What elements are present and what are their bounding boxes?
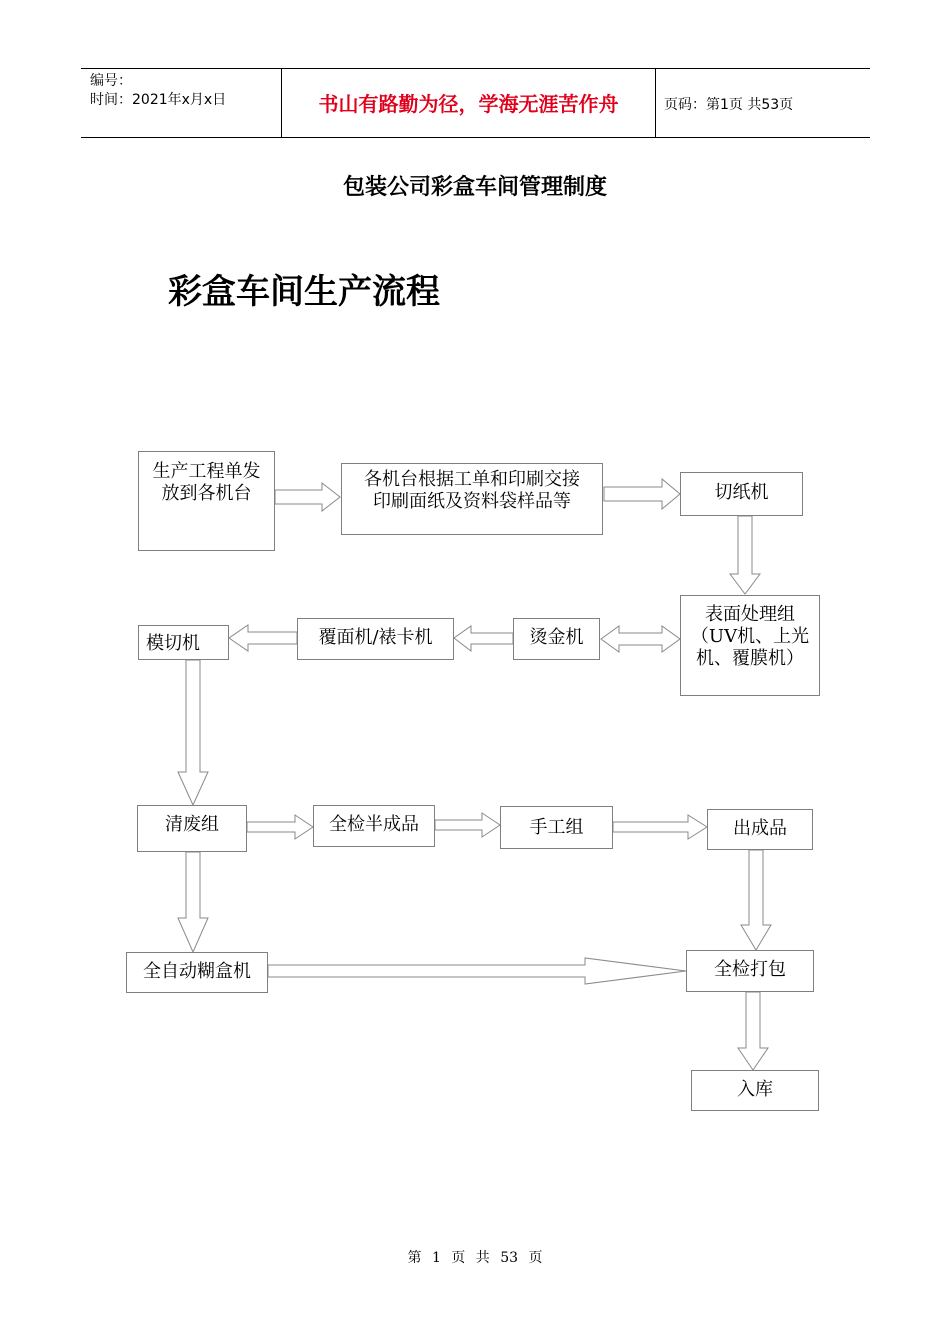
flow-box-surface (680, 595, 820, 696)
arrow-down-icon (178, 660, 208, 805)
flow-box-cutter (680, 472, 803, 516)
arrow-right-icon (435, 813, 500, 837)
document-title: 包装公司彩盒车间管理制度 (342, 175, 607, 200)
flow-box-semi-check-label: 全检半成品 (329, 814, 419, 835)
arrow-right-icon (613, 815, 707, 839)
arrow-down-icon (738, 992, 768, 1070)
flow-box-strip-label: 清废组 (165, 814, 219, 835)
flow-box-laminate-label: 覆面机/裱卡机 (318, 627, 433, 648)
arrow-left-icon (229, 625, 297, 651)
flow-box-manual-label: 手工组 (529, 817, 584, 838)
motto: 书山有路勤为径，学海无涯苦作舟 (318, 92, 619, 116)
flow-box-hotstamp-label: 烫金机 (529, 627, 584, 648)
flow-box-finished-label: 出成品 (733, 818, 787, 839)
flow-box-strip (137, 805, 247, 852)
arrow-down-icon (178, 852, 208, 952)
flow-box-surface-label: 表面处理组（UV机、上光机、覆膜机） (690, 604, 810, 669)
arrow-down-icon (741, 850, 771, 950)
time-label: 时间：2021年x月x日 (90, 92, 227, 108)
flow-box-warehouse (691, 1070, 819, 1111)
flow-box-diecut (138, 625, 229, 660)
number-label: 编号： (90, 73, 132, 89)
flow-box-cutter-label: 切纸机 (714, 482, 769, 503)
page-label: 页码：第1页 共53页 (664, 97, 794, 113)
flow-box-print-label: 各机台根据工单和印刷交接印刷面纸及资料袋样品等 (364, 469, 580, 512)
flow-box-laminate (297, 618, 454, 660)
arrow-right-icon (247, 815, 313, 839)
flow-box-manual (500, 806, 613, 849)
arrow-right-icon (604, 479, 680, 509)
flow-box-final-check-label: 全检打包 (714, 959, 786, 980)
flow-box-semi-check (313, 805, 435, 847)
arrow-right-icon (268, 958, 686, 984)
flow-box-diecut-label: 模切机 (146, 633, 200, 654)
flow-box-issue (138, 451, 275, 551)
arrow-double-icon (601, 626, 680, 652)
flow-box-final-check (686, 950, 814, 992)
flow-box-finished (707, 809, 813, 850)
section-title: 彩盒车间生产流程 (168, 272, 440, 312)
flow-box-issue-label: 生产工程单发放到各机台 (152, 461, 261, 504)
arrow-left-icon (454, 626, 513, 651)
flow-box-gluer (126, 952, 268, 993)
flow-box-gluer-label: 全自动糊盒机 (143, 961, 251, 982)
flow-box-warehouse-label: 入库 (737, 1079, 773, 1100)
flow-box-print (341, 463, 603, 535)
arrow-right-icon (275, 483, 340, 511)
flow-box-hotstamp (513, 618, 600, 660)
arrow-down-icon (730, 516, 760, 594)
page-footer: 第 1 页 共 53 页 (407, 1250, 543, 1266)
